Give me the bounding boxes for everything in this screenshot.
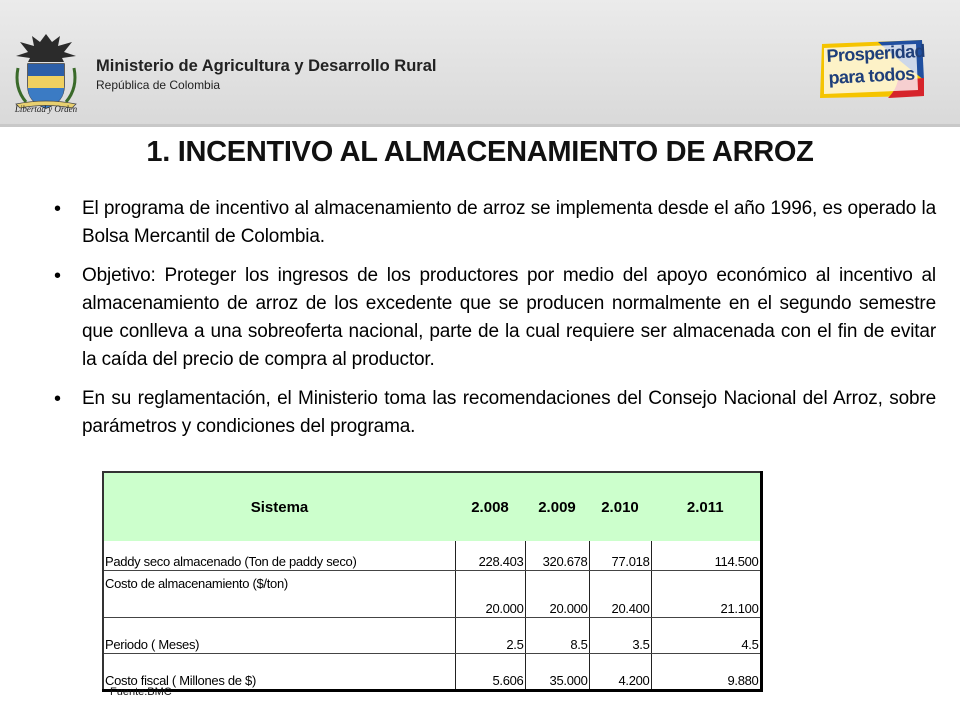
table-header-row [103, 472, 761, 541]
bullet-item [54, 262, 936, 374]
crest-caption: Libertad y Orden [14, 104, 78, 114]
coat-of-arms-icon [10, 28, 82, 114]
row-label: Paddy seco almacenado (Ton de paddy seco) [103, 541, 455, 571]
bullet-text: Objetivo: Proteger los ingresos de los productores por medio del apoyo económico al incentivo al almacenamiento de arroz de los excedente que se producen normalmente en el segundo semestre que conlleva a una sobreoferta nacional, parte de la cual requiere ser almacenada con el fin de evitar la caída del precio de compra al productor. [82, 265, 936, 370]
bullet-dot-icon: • [54, 388, 61, 410]
table-cell: 3.5 [589, 618, 651, 654]
table-row [103, 571, 761, 618]
table-cell: 4.5 [651, 618, 761, 654]
table-cell: 20.400 [589, 571, 651, 618]
table-cell: 35.000 [525, 654, 589, 691]
incentive-table [102, 471, 763, 692]
slide-title: 1. INCENTIVO AL ALMACENAMIENTO DE ARROZ [146, 136, 814, 168]
table-cell: 20.000 [455, 571, 525, 618]
header-year: 2.010 [589, 472, 651, 541]
ministry-name: Ministerio de Agricultura y Desarrollo Rural [96, 57, 437, 75]
source-note: Fuente:BMC [110, 686, 172, 698]
table-cell: 21.100 [651, 571, 761, 618]
header-sistema: Sistema [103, 472, 455, 541]
bullet-dot-icon: • [54, 198, 61, 220]
logo-line-1: Prosperidad [826, 40, 926, 66]
bullet-dot-icon: • [54, 265, 61, 287]
bullet-list [54, 195, 936, 452]
table-cell: 2.5 [455, 618, 525, 654]
table-row [103, 541, 761, 571]
bullet-item [54, 195, 936, 251]
logo-line-2: para todos [828, 63, 915, 88]
header-year: 2.008 [455, 472, 525, 541]
table-cell: 114.500 [651, 541, 761, 571]
header-divider [0, 124, 960, 127]
bullet-item [54, 385, 936, 441]
bullet-text: El programa de incentivo al almacenamiento de arroz se implementa desde el año 1996, es operado la Bolsa Mercantil de Colombia. [82, 198, 936, 247]
header-year: 2.011 [651, 472, 761, 541]
table-cell: 5.606 [455, 654, 525, 691]
table-row [103, 654, 761, 691]
bullet-text: En su reglamentación, el Ministerio toma las recomendaciones del Consejo Nacional del Arroz, sobre parámetros y condiciones del programa. [82, 388, 936, 437]
table-cell: 77.018 [589, 541, 651, 571]
table-cell: 228.403 [455, 541, 525, 571]
row-label: Periodo ( Meses) [103, 618, 455, 654]
table-cell: 20.000 [525, 571, 589, 618]
table-row [103, 618, 761, 654]
table-cell: 320.678 [525, 541, 589, 571]
row-label: Costo de almacenamiento ($/ton) [103, 571, 455, 618]
republic-name: República de Colombia [96, 78, 221, 92]
header-year: 2.009 [525, 472, 589, 541]
row-label: Costo fiscal ( Millones de $) [103, 654, 455, 691]
table-cell: 9.880 [651, 654, 761, 691]
table-cell: 4.200 [589, 654, 651, 691]
table-cell: 8.5 [525, 618, 589, 654]
